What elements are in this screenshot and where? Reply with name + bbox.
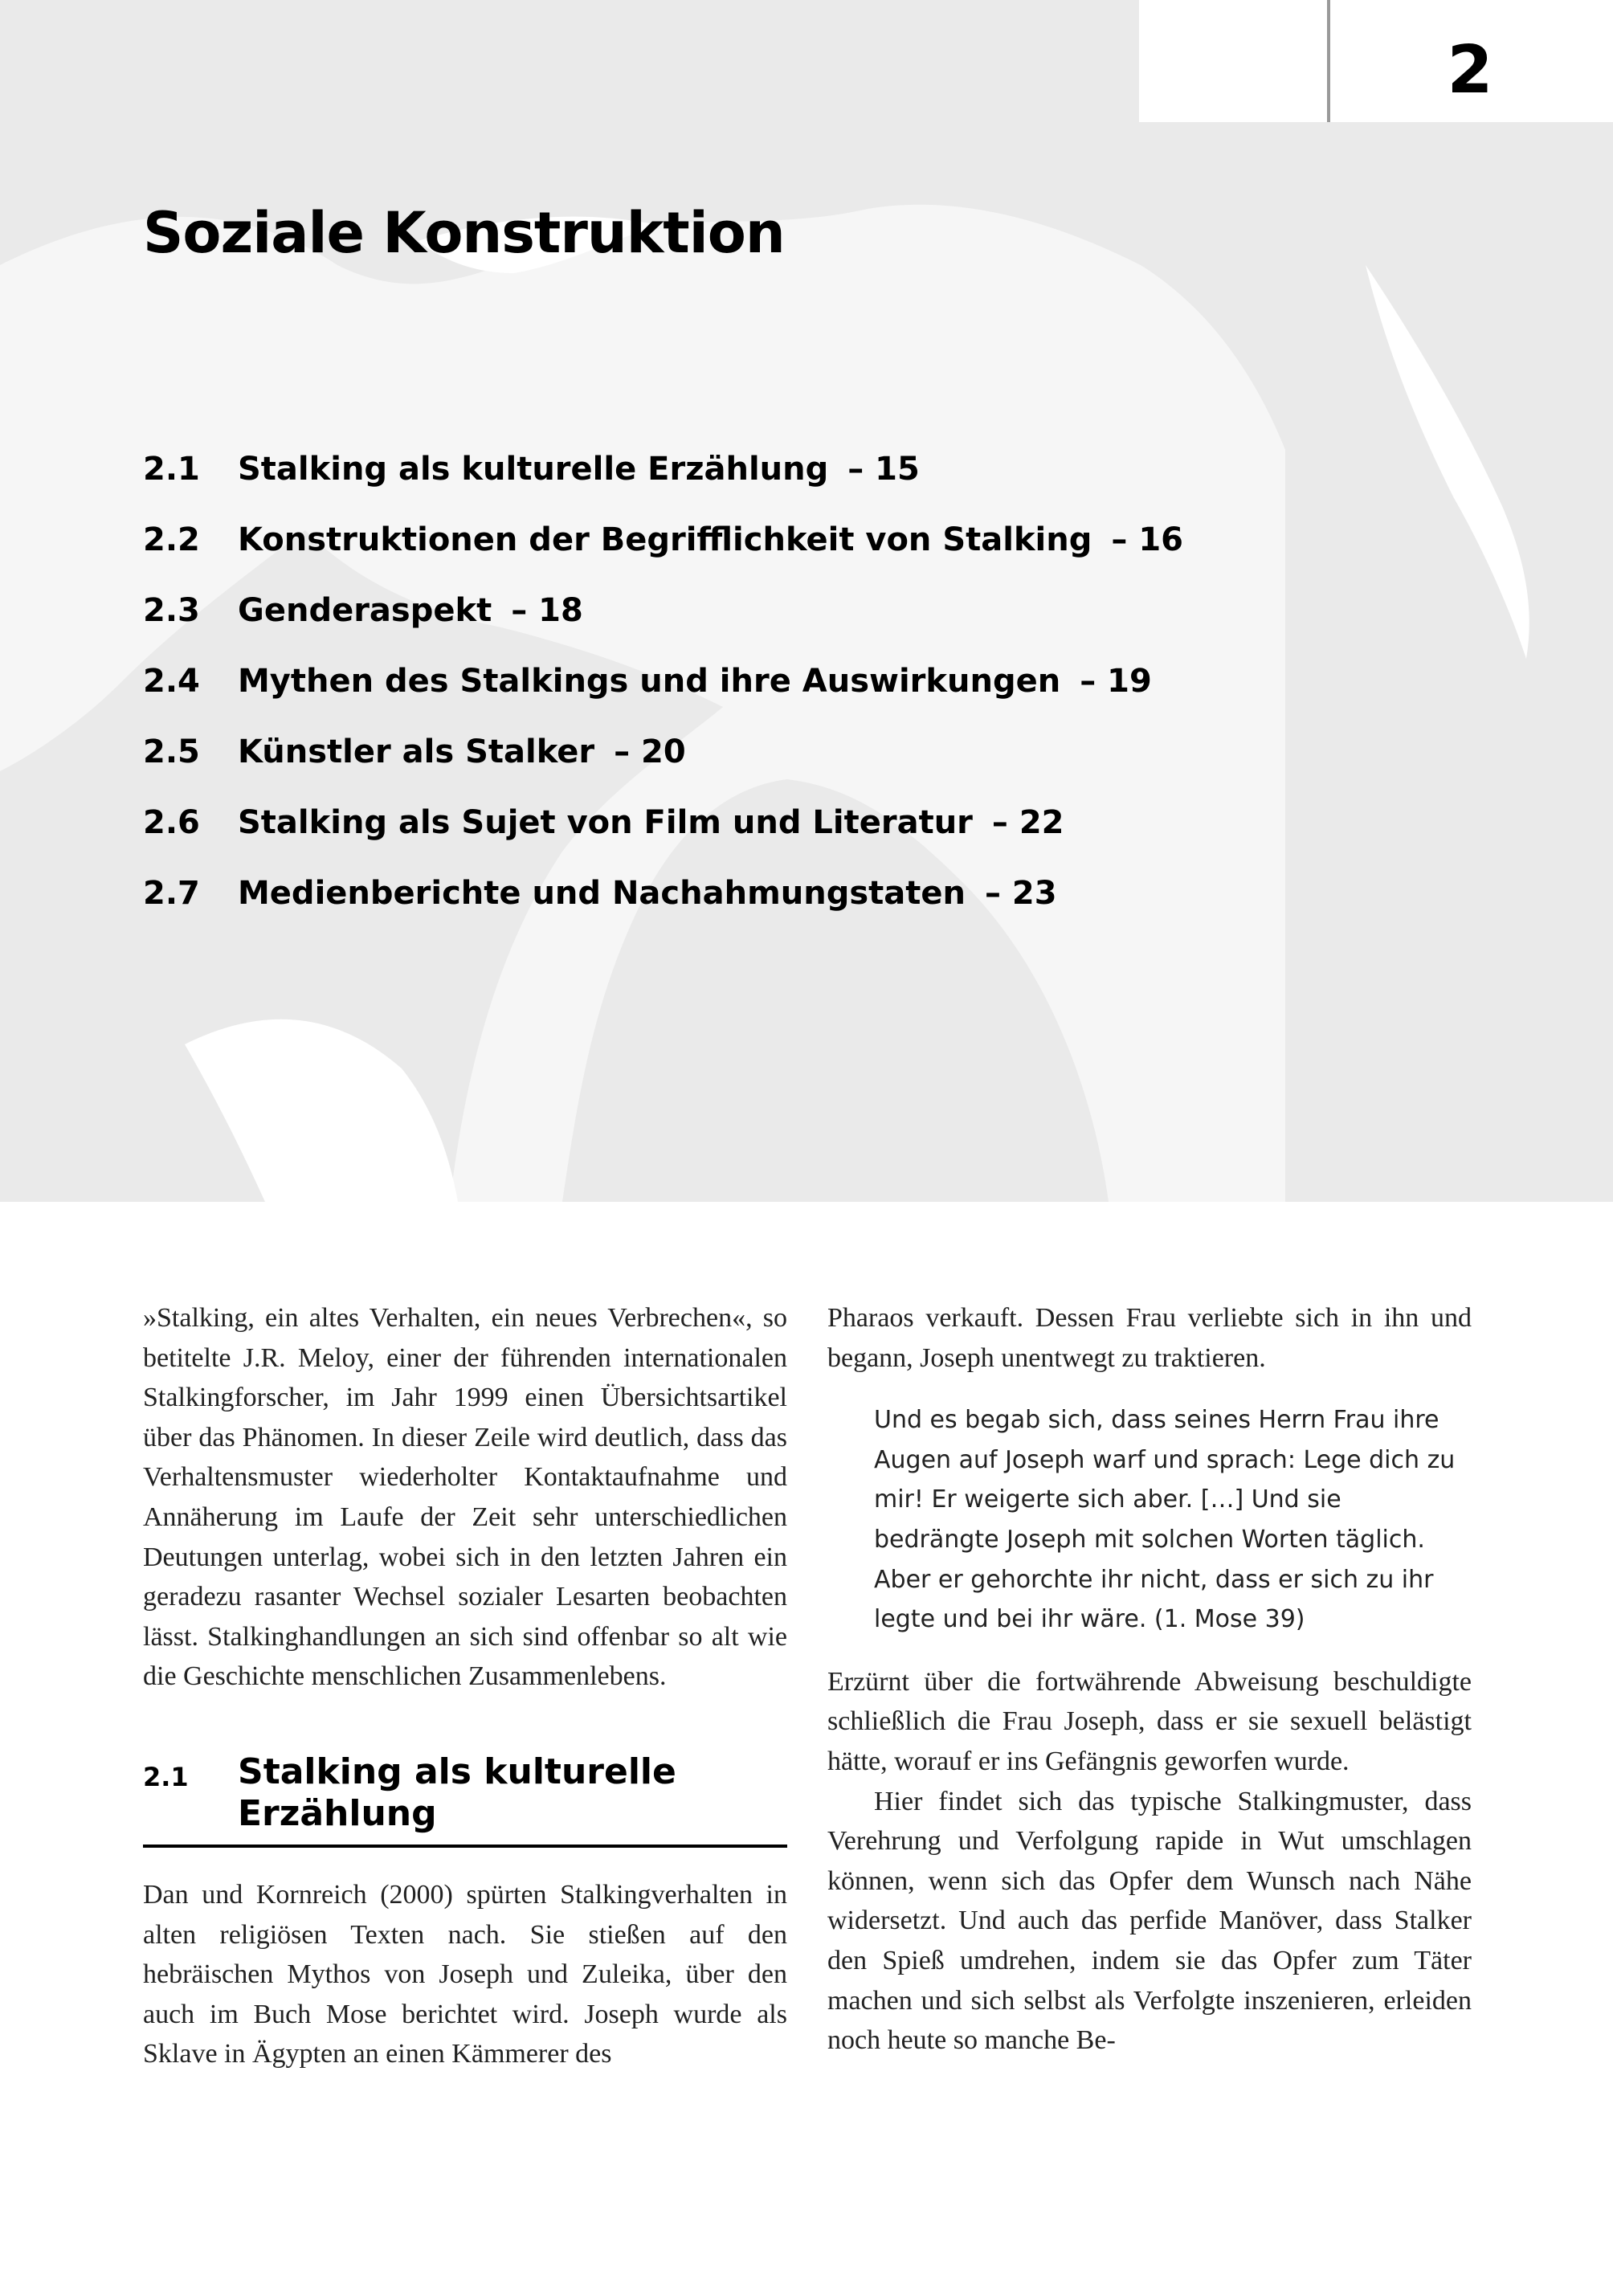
toc-item-page: – 20: [614, 733, 686, 770]
left-column: [143, 1298, 787, 2074]
toc-item[interactable]: [143, 646, 1348, 717]
toc-item-number: 2.5: [143, 733, 200, 770]
toc-item-title: Genderaspekt: [238, 592, 492, 629]
chapter-number: 2: [1447, 32, 1493, 108]
toc-item-number: 2.6: [143, 804, 200, 841]
toc-item[interactable]: [143, 858, 1348, 929]
body-paragraph: Erzürnt über die fortwährende Abweisung beschuldigte schließlich die Frau Joseph, dass er sie sexuell belästigt hätte, worauf er ins Gefängnis geworfen wurde.: [827, 1666, 1472, 1776]
toc-item-page: – 22: [991, 804, 1064, 841]
right-column: [827, 1298, 1472, 2061]
toc-item[interactable]: [143, 505, 1348, 575]
toc-item-number: 2.4: [143, 663, 200, 700]
toc-item-number: 2.7: [143, 875, 200, 912]
chapter-tab: [1139, 0, 1613, 122]
body-paragraph: Hier findet sich das typische Stalkingmuster, dass Verehrung und Verfolgung rapide in Wut umschlagen können, wenn sich das Opfer dem Wunsch nach Nähe widersetzt. Und auch das perfide Manöver, dass Stalker den Spieß umdrehen, indem sie das Opfer zum Täter machen und sich selbst als Verfolgte inszenieren, erleiden noch heute so manche Be-: [827, 1786, 1472, 2056]
chapter-title: Soziale Konstruktion: [143, 200, 785, 266]
toc-item-page: – 23: [985, 875, 1057, 912]
toc-item[interactable]: [143, 787, 1348, 858]
body-paragraph: Dan und Kornreich (2000) spürten Stalkingverhalten in alten religiösen Texten nach. Sie stießen auf den hebräischen Mythos von Joseph und Zuleika, über den auch im Buch Mose berichtet wird. Joseph wurde als Sklave in Ägypten an einen Kämmerer des: [143, 1879, 787, 2069]
toc-item-title: Konstruktionen der Begrifflichkeit von Stalking: [238, 521, 1092, 558]
toc-item-page: – 16: [1111, 521, 1183, 558]
intro-paragraph: »Stalking, ein altes Verhalten, ein neues Verbrechen«, so betitelte J.R. Meloy, einer der führenden internationalen Stalkingforscher, im Jahr 1999 einen Übersichtsartikel über das Phänomen. In dieser Zeile wird deutlich, dass das Verhaltensmuster wiederholter Kontaktaufnahme und Annäherung im Laufe der Zeit sehr unterschiedlichen Deutungen unterlag, wobei sich in den letzten Jahren ein geradezu rasanter Wechsel sozialer Lesarten beobachten lässt. Stalkinghandlungen an sich sind offenbar so alt wie die Geschichte menschlichen Zusammenlebens.: [143, 1303, 787, 1692]
toc-item-page: – 18: [511, 592, 583, 629]
toc-item-title: Stalking als Sujet von Film und Literatur: [238, 804, 973, 841]
toc-item[interactable]: [143, 434, 1348, 505]
chapter-tab-divider: [1327, 0, 1330, 122]
toc-item-title: Stalking als kulturelle Erzählung: [238, 451, 829, 488]
toc-item-number: 2.2: [143, 521, 200, 558]
toc-item-title: Mythen des Stalkings und ihre Auswirkungen: [238, 663, 1061, 700]
toc-item[interactable]: [143, 575, 1348, 646]
toc-item-number: 2.1: [143, 451, 200, 488]
section-heading: [143, 1751, 787, 1848]
chapter-toc: [143, 434, 1348, 929]
toc-item-page: – 19: [1080, 663, 1152, 700]
bible-quote: Und es begab sich, dass seines Herrn Frau ihre Augen auf Joseph warf und sprach: Lege dich zu mir! Er weigerte sich aber. […] Und sie bedrängte Joseph mit solchen Worten täglich. Aber er gehorchte ihr nicht, dass er sich zu ihr legte und bei ihr wäre. (1. Mose 39): [874, 1406, 1456, 1634]
section-title: Stalking als kulturelle Erzählung: [238, 1751, 676, 1834]
section-number: 2.1: [143, 1761, 189, 1792]
toc-item[interactable]: [143, 717, 1348, 787]
body-paragraph-continued: Pharaos verkauft. Dessen Frau verliebte sich in ihn und begann, Joseph unentwegt zu traktieren.: [827, 1303, 1472, 1373]
toc-item-title: Künstler als Stalker: [238, 733, 595, 770]
toc-item-number: 2.3: [143, 592, 200, 629]
toc-item-title: Medienberichte und Nachahmungstaten: [238, 875, 966, 912]
toc-item-page: – 15: [847, 451, 920, 488]
